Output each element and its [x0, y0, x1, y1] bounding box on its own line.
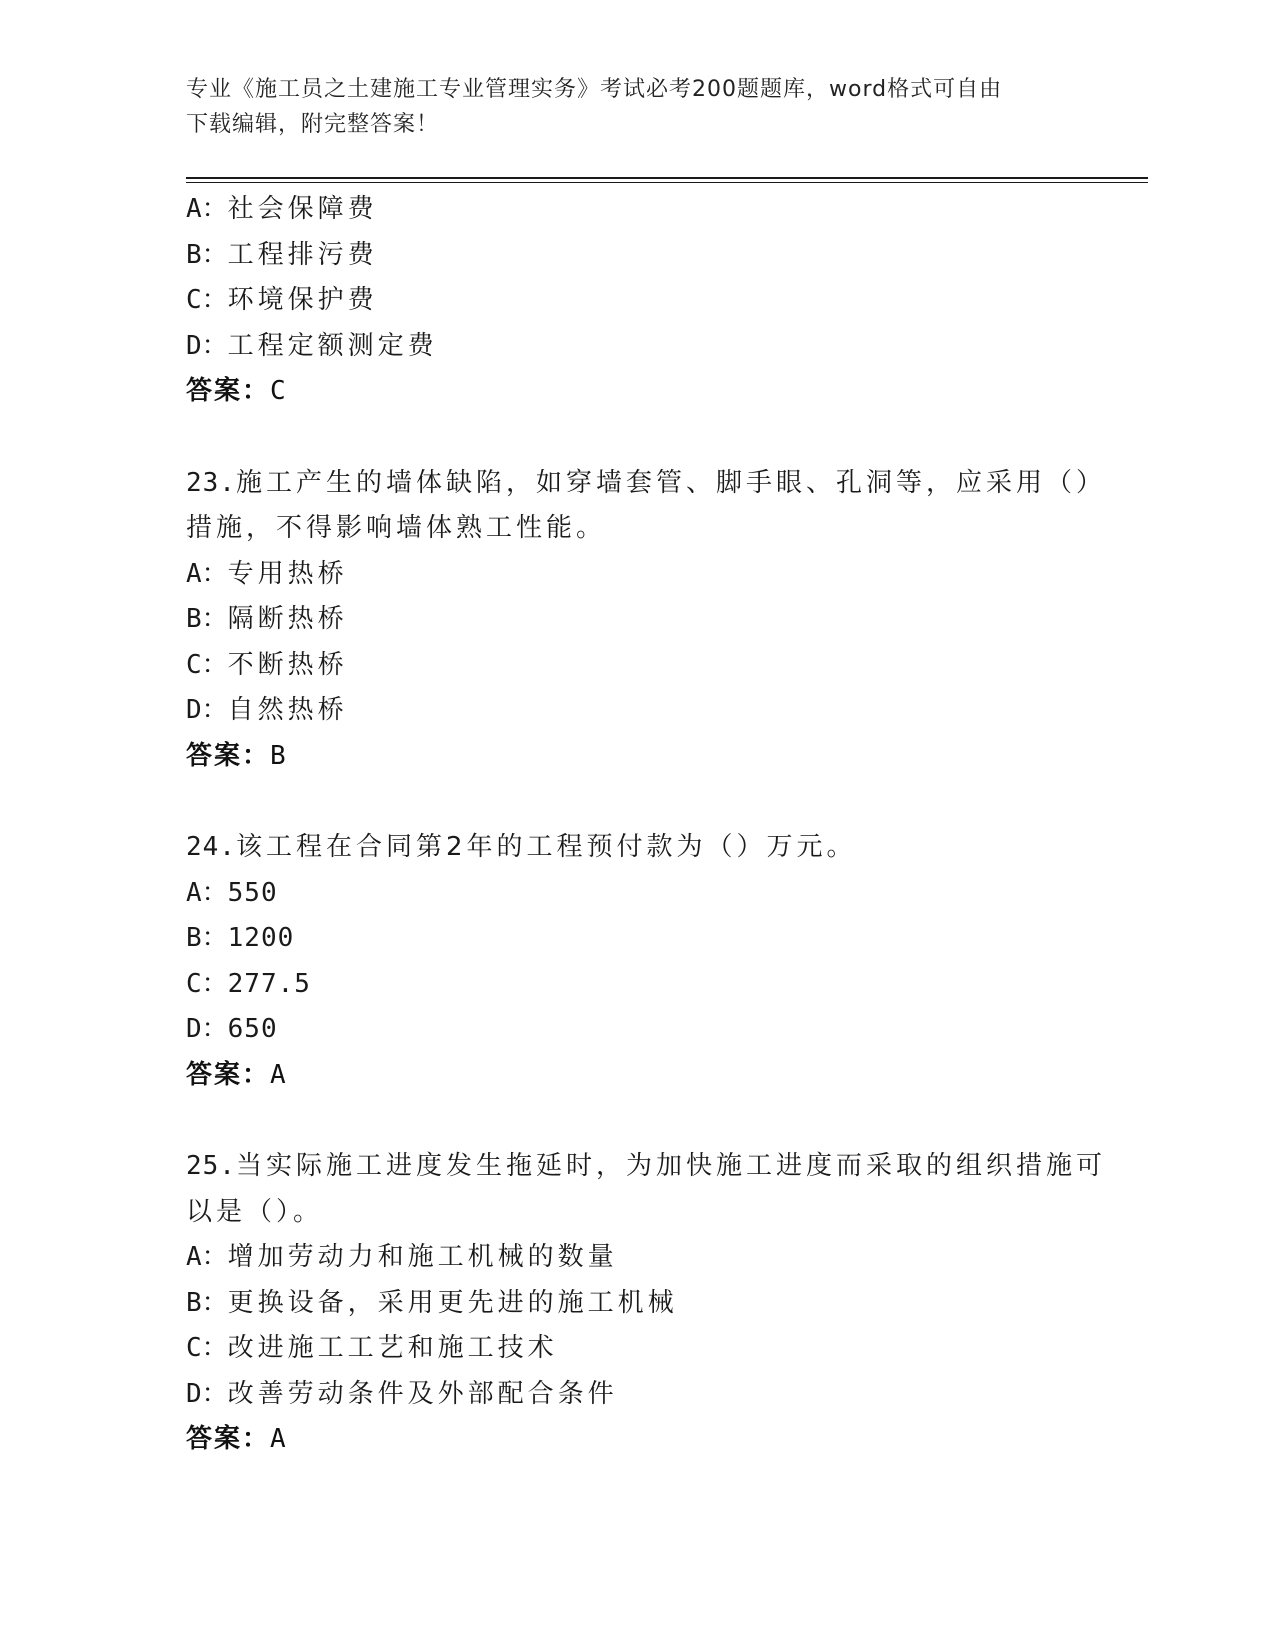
option-d: D：650 [186, 1014, 278, 1044]
question-block-23 [186, 461, 1148, 780]
header-divider-thick [186, 177, 1148, 179]
option-c: C：改进施工工艺和施工技术 [186, 1333, 558, 1363]
option-c: C：277.5 [186, 968, 311, 999]
option-a: A：社会保障费 [186, 194, 378, 224]
option-c: C：环境保护费 [186, 285, 378, 315]
header-line-2: 下载编辑，附完整答案！ [186, 112, 440, 137]
option-d: D：改善劳动条件及外部配合条件 [186, 1378, 618, 1409]
question-block-25 [186, 1144, 1148, 1463]
answer-line: 答案：B [186, 740, 287, 771]
header-divider-thin [186, 182, 1148, 183]
question-block-continued [186, 187, 1148, 415]
spacer [186, 415, 1148, 461]
header-line-1: 专业《施工员之土建施工专业管理实务》考试必考200题题库，word格式可自由 [186, 77, 1003, 102]
option-d: D：工程定额测定费 [186, 330, 438, 361]
option-a: A：专用热桥 [186, 558, 348, 589]
answer-line: 答案：A [186, 1424, 287, 1454]
option-d: D：自然热桥 [186, 695, 348, 725]
question-stem-line-1: 23.施工产生的墙体缺陷，如穿墙套管、脚手眼、孔洞等，应采用（） [186, 467, 1106, 498]
option-b: B：工程排污费 [186, 239, 378, 270]
question-stem-line-1: 25.当实际施工进度发生拖延时，为加快施工进度而采取的组织措施可 [186, 1151, 1106, 1181]
option-c: C：不断热桥 [186, 649, 348, 680]
question-stem-line-2: 以是（）。 [186, 1196, 324, 1227]
option-b: B：更换设备，采用更先进的施工机械 [186, 1287, 678, 1318]
document-header [186, 72, 1066, 142]
question-stem-line-2: 措施，不得影响墙体熟工性能。 [186, 513, 607, 543]
option-a: A：增加劳动力和施工机械的数量 [186, 1242, 618, 1272]
option-b: B：隔断热桥 [186, 604, 348, 634]
spacer [186, 779, 1148, 825]
question-list [186, 187, 1148, 1463]
option-a: A：550 [186, 877, 278, 908]
answer-line: 答案：A [186, 1059, 287, 1090]
option-b: B：1200 [186, 923, 295, 953]
spacer [186, 1098, 1148, 1144]
question-block-24 [186, 825, 1148, 1098]
question-stem-line-1: 24.该工程在合同第2年的工程预付款为（）万元。 [186, 832, 857, 862]
answer-line: 答案：C [186, 376, 287, 406]
